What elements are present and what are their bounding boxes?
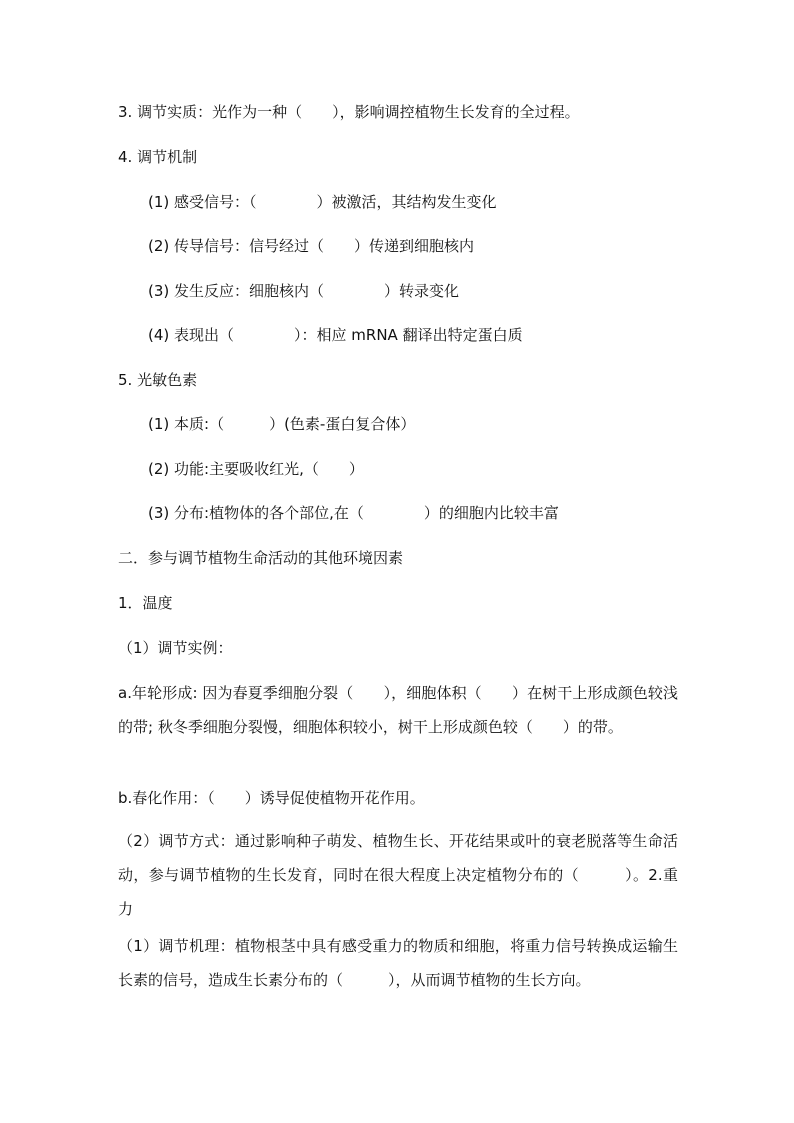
point-3-regulation-essence: 3. 调节实质：光作为一种（ ），影响调控植物生长发育的全过程。 (118, 103, 580, 121)
point-4-item-3: (3) 发生反应：细胞核内（ ）转录变化 (148, 282, 460, 300)
point-5-heading: 5. 光敏色素 (118, 371, 198, 389)
section-2-heading: 二．参与调节植物生命活动的其他环境因素 (118, 549, 404, 567)
point-5-item-1: (1) 本质:（ ）(色素-蛋白复合体） (148, 415, 416, 433)
vernalization-line: b.春化作用：（ ）诱导促使植物开花作用。 (118, 789, 425, 807)
regulation-example-heading: （1）调节实例： (118, 639, 233, 657)
point-5-item-3: (3) 分布:植物体的各个部位,在（ ）的细胞内比较丰富 (148, 504, 559, 522)
regulation-mode-paragraph: （2）调节方式：通过影响种子萌发、植物生长、开花结果或叶的衰老脱落等生命活动，参与调节植物的生长发育，同时在很大程度上决定植物分布的（ ）。2.重力 (118, 832, 678, 918)
point-4-item-2: (2) 传导信号：信号经过（ ）传递到细胞核内 (148, 237, 475, 255)
point-4-item-1: (1) 感受信号：（ ）被激活，其结构发生变化 (148, 193, 497, 211)
point-4-item-4: (4) 表现出（ ）：相应 mRNA 翻译出特定蛋白质 (148, 326, 523, 344)
annual-ring-paragraph: a.年轮形成: 因为春夏季细胞分裂（ ），细胞体积（ ）在树干上形成颜色较浅的带; 秋冬季细胞分裂慢，细胞体积较小，树干上形成颜色较（ ）的带。 (118, 684, 678, 736)
temperature-heading: 1．温度 (118, 594, 173, 612)
point-4-heading: 4. 调节机制 (118, 148, 198, 166)
point-5-item-2: (2) 功能:主要吸收红光,（ ） (148, 460, 364, 478)
gravity-mechanism-paragraph: （1）调节机理：植物根茎中具有感受重力的物质和细胞，将重力信号转换成运输生长素的信号，造成生长素分布的（ ），从而调节植物的生长方向。 (118, 937, 678, 989)
